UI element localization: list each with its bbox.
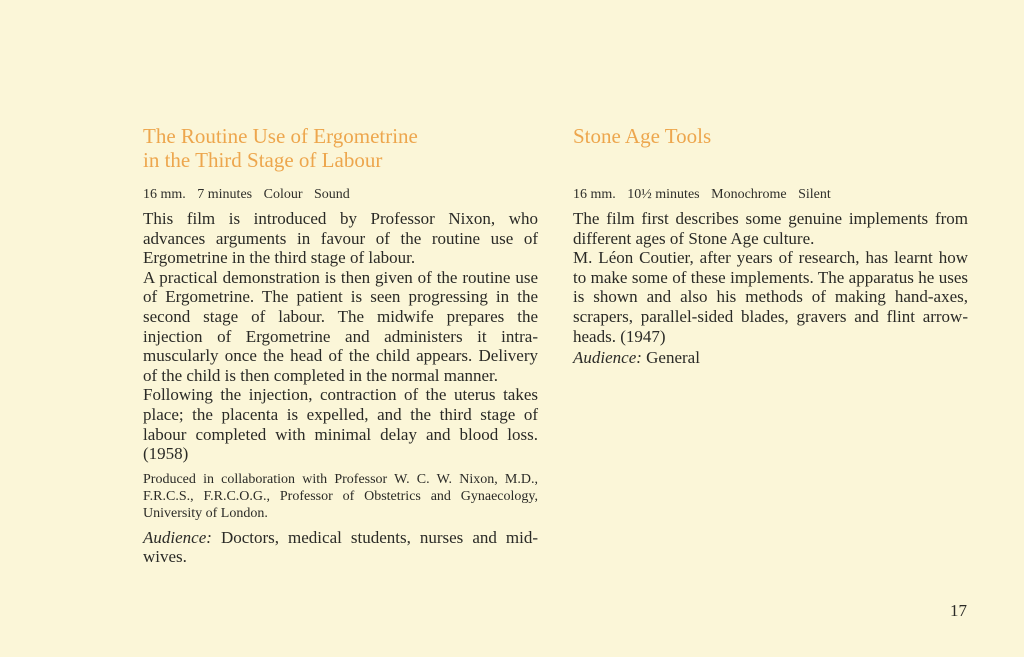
audience-line	[573, 348, 968, 368]
audience-value: General	[646, 348, 700, 368]
entry-title-line-1: The Routine Use of Ergometrine	[143, 124, 418, 148]
description-paragraph: The film first describes some genuine implements from different ages of Stone Age culture.	[573, 209, 968, 248]
film-sound: Sound	[314, 187, 350, 202]
film-meta	[573, 186, 968, 204]
film-duration: 10½ minutes	[627, 187, 700, 202]
audience-label: Audience:	[573, 348, 642, 368]
entry-title-line-2: in the Third Stage of Labour	[143, 148, 383, 172]
audience-label: Audience:	[143, 527, 212, 547]
description-paragraph: This film is introduced by Professor Nixon, who advances arguments in favour of the routine use of Ergometrine in the third stage of labour.	[143, 209, 538, 268]
description-paragraph: Following the injection, contraction of the uterus takes place; the placenta is expelled, and the third stage of labour completed with minimal delay and blood loss. (1958)	[143, 385, 538, 464]
film-sound: Silent	[798, 187, 831, 202]
page-number: 17	[950, 601, 967, 620]
film-entry-ergometrine	[143, 124, 538, 567]
entry-title	[143, 124, 538, 172]
film-entry-stone-age-tools	[573, 124, 968, 368]
film-color: Monochrome	[711, 187, 787, 202]
film-meta	[143, 186, 538, 204]
description-paragraph: M. Léon Coutier, after years of research, has learnt how to make some of these implements. The apparatus he uses is shown and also his methods of making hand-axes, scrapers, parallel-sided blades, gravers and flint arrow-heads. (1947)	[573, 248, 968, 346]
film-duration: 7 minutes	[197, 187, 253, 202]
entry-title-line-1: Stone Age Tools	[573, 124, 712, 148]
film-color: Colour	[263, 187, 303, 202]
film-format: 16 mm.	[143, 187, 186, 202]
production-credit: Produced in collaboration with Professor W. C. W. Nixon, M.D., F.R.C.S., F.R.C.O.G., Professor of Obstetrics and Gynaecology, University of London.	[143, 471, 538, 521]
entry-title	[573, 124, 968, 172]
description-paragraph: A practical demonstration is then given of the routine use of Ergometrine. The patient is seen progressing in the second stage of labour. The midwife prepares the injection of Ergometrine and administers it intra-muscularly once the head of the child appears. Delivery of the child is then completed in the normal manner.	[143, 267, 538, 385]
audience-line	[143, 528, 538, 567]
film-format: 16 mm.	[573, 187, 616, 202]
audience-value: Doctors, medical students, nurses and mid-wives.	[143, 527, 538, 567]
